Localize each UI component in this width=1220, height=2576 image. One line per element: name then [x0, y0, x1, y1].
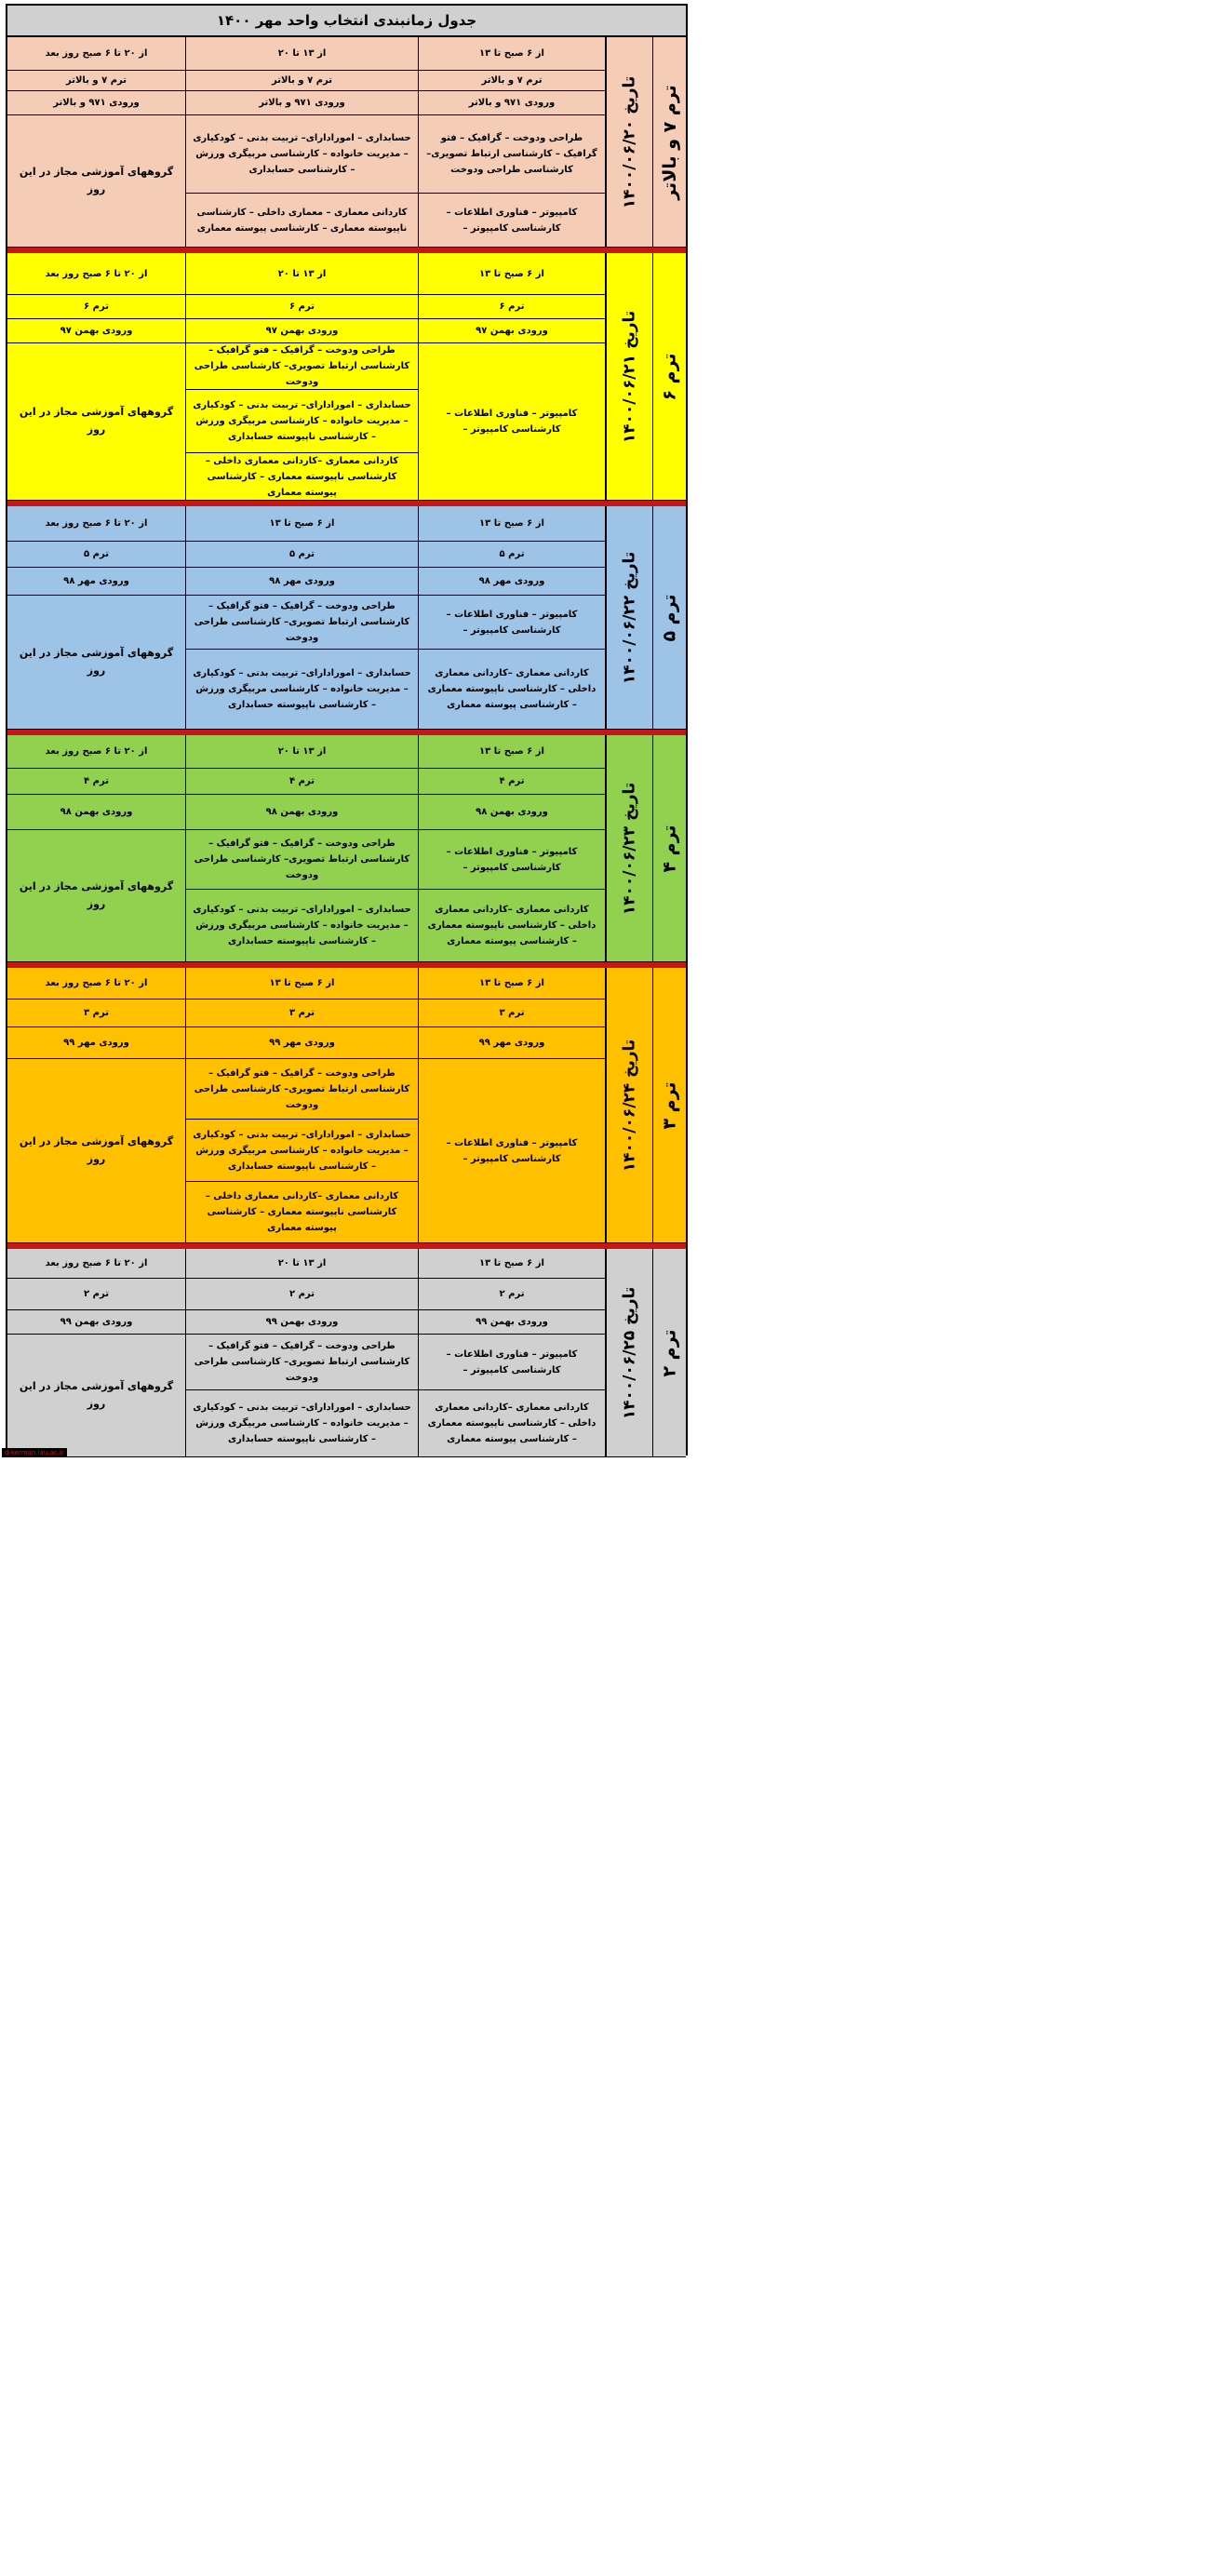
term-cell: ترم ۳: [186, 1000, 419, 1027]
date-label-cell: [606, 37, 652, 248]
group-cell: طراحی ودوخت – گرافیک – فتو گرافیک – کارشناسی ارتباط تصویری– کارشناسی طراحی ودوخت: [186, 1059, 419, 1120]
entry-cell: ورودی بهمن ۹۸: [186, 795, 419, 830]
group-cell: کامپیوتر – فناوری اطلاعات – کارشناسی کامپیوتر –: [419, 194, 606, 248]
term-label: ترم ۶: [659, 352, 680, 401]
entry-cell: ورودی بهمن ۹۸: [7, 795, 186, 830]
time-slot-cell: از ۶ صبح تا ۱۳: [419, 1249, 606, 1279]
time-slot-cell: از ۶ صبح تا ۱۳: [419, 735, 606, 769]
term-label: ترم ۵: [659, 593, 680, 642]
group-cell: کاردانی معماری –کاردانی معماری داخلی – کارشناسی ناپیوسته معماری – کارشناسی پیوسته معماری: [419, 1390, 606, 1457]
term-cell: ترم ۳: [419, 1000, 606, 1027]
group-cell: حسابداری – امورادارای– تربیت بدنی – کودکیاری – مدیریت خانواده – کارشناسی مربیگری ورزش – کارشناسی ناپیوسته حسابداری: [186, 1390, 419, 1457]
footer-logo: d-kerman.iau.ac.ir: [2, 1448, 67, 1457]
term-cell: ترم ۵: [7, 542, 186, 568]
time-slot-cell: از ۶ صبح تا ۱۳: [419, 968, 606, 1000]
entry-cell: ورودی مهر ۹۹: [7, 1027, 186, 1059]
allowed-groups-label: گروههای آموزشی مجاز در این روز: [7, 830, 186, 962]
time-slot-cell: از ۱۳ تا ۲۰: [186, 1249, 419, 1279]
date-label: تاریخ ۱۴۰۰/۰۶/۲۵: [620, 1286, 639, 1419]
term-section: [7, 37, 686, 248]
time-slot-cell: از ۶ صبح تا ۱۳: [186, 506, 419, 542]
entry-cell: ورودی ۹۷۱ و بالاتر: [419, 91, 606, 115]
group-cell: طراحی ودوخت – گرافیک – فتو گرافیک – کارشناسی ارتباط تصویری– کارشناسی طراحی ودوخت: [186, 343, 419, 390]
group-cell: طراحی ودوخت – گرافیک – فتو گرافیک – کارشناسی ارتباط تصویری– کارشناسی طراحی ودوخت: [186, 1335, 419, 1390]
term-cell: ترم ۲: [7, 1279, 186, 1310]
term-cell: ترم ۲: [186, 1279, 419, 1310]
entry-cell: ورودی مهر ۹۹: [419, 1027, 606, 1059]
allowed-groups-label: گروههای آموزشی مجاز در این روز: [7, 596, 186, 730]
date-label: تاریخ ۱۴۰۰/۰۶/۲۱: [620, 310, 639, 443]
entry-cell: ورودی بهمن ۹۷: [7, 319, 186, 343]
entry-cell: ورودی بهمن ۹۹: [419, 1310, 606, 1335]
term-label: ترم ۷ و بالاتر: [659, 84, 680, 200]
page-title: جدول زمانبندی انتخاب واحد مهر ۱۴۰۰: [7, 6, 686, 37]
group-cell: کامپیوتر – فناوری اطلاعات – کارشناسی کامپیوتر –: [419, 343, 606, 501]
group-cell: طراحی ودوخت – گرافیک – فتو گرافیک – کارشناسی ارتباط تصویری– کارشناسی طراحی ودوخت: [186, 830, 419, 890]
term-cell: ترم ۵: [419, 542, 606, 568]
entry-cell: ورودی بهمن ۹۹: [7, 1310, 186, 1335]
term-section: [7, 253, 686, 501]
group-cell: حسابداری – امورادارای– تربیت بدنی – کودکیاری – مدیریت خانواده – کارشناسی مربیگری ورزش – کارشناسی ناپیوسته حسابداری: [186, 650, 419, 730]
entry-cell: ورودی مهر ۹۹: [186, 1027, 419, 1059]
entry-cell: ورودی مهر ۹۸: [419, 568, 606, 596]
term-section: [7, 968, 686, 1243]
time-slot-cell: از ۱۳ تا ۲۰: [186, 37, 419, 71]
time-slot-cell: از ۶ صبح تا ۱۳: [419, 253, 606, 295]
time-slot-cell: از ۲۰ تا ۶ صبح روز بعد: [7, 37, 186, 71]
term-label-cell: [652, 1249, 686, 1457]
term-cell: ترم ۵: [186, 542, 419, 568]
term-cell: ترم ۶: [186, 295, 419, 319]
term-cell: ترم ۷ و بالاتر: [186, 71, 419, 91]
group-cell: حسابداری – امورادارای– تربیت بدنی – کودکیاری – مدیریت خانواده – کارشناسی مربیگری ورزش – کارشناسی ناپیوسته حسابداری: [186, 890, 419, 962]
entry-cell: ورودی بهمن ۹۹: [186, 1310, 419, 1335]
group-cell: حسابداری – امورادارای– تربیت بدنی – کودکیاری – مدیریت خانواده – کارشناسی مربیگری ورزش – کارشناسی حسابداری: [186, 115, 419, 194]
time-slot-cell: از ۲۰ تا ۶ صبح روز بعد: [7, 968, 186, 1000]
group-cell: طراحی ودوخت – گرافیک – فتو گرافیک – کارشناسی ارتباط تصویری– کارشناسی طراحی ودوخت: [186, 596, 419, 650]
time-slot-cell: از ۶ صبح تا ۱۳: [419, 506, 606, 542]
term-cell: ترم ۶: [7, 295, 186, 319]
time-slot-cell: از ۱۳ تا ۲۰: [186, 253, 419, 295]
term-cell: ترم ۷ و بالاتر: [7, 71, 186, 91]
term-label: ترم ۴: [659, 824, 680, 873]
term-label-cell: [652, 506, 686, 730]
date-label: تاریخ ۱۴۰۰/۰۶/۲۰: [620, 75, 639, 208]
date-label: تاریخ ۱۴۰۰/۰۶/۲۴: [620, 1039, 639, 1172]
time-slot-cell: از ۲۰ تا ۶ صبح روز بعد: [7, 506, 186, 542]
time-slot-cell: از ۲۰ تا ۶ صبح روز بعد: [7, 1249, 186, 1279]
term-label-cell: [652, 253, 686, 501]
entry-cell: ورودی مهر ۹۸: [7, 568, 186, 596]
schedule-table: [6, 4, 688, 1456]
group-cell: کاردانی معماری –کاردانی معماری داخلی – کارشناسی ناپیوسته معماری – کارشناسی پیوسته معماری: [419, 890, 606, 962]
term-cell: ترم ۶: [419, 295, 606, 319]
date-label-cell: [606, 506, 652, 730]
term-cell: ترم ۴: [186, 769, 419, 795]
allowed-groups-label: گروههای آموزشی مجاز در این روز: [7, 115, 186, 248]
time-slot-cell: از ۲۰ تا ۶ صبح روز بعد: [7, 735, 186, 769]
term-label-cell: [652, 37, 686, 248]
term-label-cell: [652, 968, 686, 1243]
group-cell: کاردانی معماری – معماری داخلی – کارشناسی ناپیوسته معماری – کارشناسی پیوسته معماری: [186, 194, 419, 248]
group-cell: حسابداری – امورادارای– تربیت بدنی – کودکیاری – مدیریت خانواده – کارشناسی مربیگری ورزش – کارشناسی ناپیوسته حسابداری: [186, 1120, 419, 1182]
group-cell: کاردانی معماری –کاردانی معماری داخلی – کارشناسی ناپیوسته معماری – کارشناسی پیوسته معماری: [419, 650, 606, 730]
group-cell: کامپیوتر – فناوری اطلاعات – کارشناسی کامپیوتر –: [419, 1335, 606, 1390]
date-label-cell: [606, 1249, 652, 1457]
date-label: تاریخ ۱۴۰۰/۰۶/۲۲: [620, 551, 639, 684]
date-label-cell: [606, 968, 652, 1243]
date-label-cell: [606, 735, 652, 962]
time-slot-cell: از ۲۰ تا ۶ صبح روز بعد: [7, 253, 186, 295]
group-cell: طراحی ودوخت – گرافیک – فتو گرافیک – کارشناسی ارتباط تصویری– کارشناسی طراحی ودوخت: [419, 115, 606, 194]
term-label-cell: [652, 735, 686, 962]
term-cell: ترم ۴: [419, 769, 606, 795]
entry-cell: ورودی ۹۷۱ و بالاتر: [186, 91, 419, 115]
term-section: [7, 735, 686, 962]
group-cell: کامپیوتر – فناوری اطلاعات – کارشناسی کامپیوتر –: [419, 1059, 606, 1243]
allowed-groups-label: گروههای آموزشی مجاز در این روز: [7, 343, 186, 501]
term-cell: ترم ۲: [419, 1279, 606, 1310]
term-section: [7, 1249, 686, 1457]
allowed-groups-label: گروههای آموزشی مجاز در این روز: [7, 1059, 186, 1243]
time-slot-cell: از ۶ صبح تا ۱۳: [186, 968, 419, 1000]
entry-cell: ورودی بهمن ۹۸: [419, 795, 606, 830]
time-slot-cell: از ۶ صبح تا ۱۳: [419, 37, 606, 71]
date-label-cell: [606, 253, 652, 501]
allowed-groups-label: گروههای آموزشی مجاز در این روز: [7, 1335, 186, 1457]
group-cell: کامپیوتر – فناوری اطلاعات – کارشناسی کامپیوتر –: [419, 830, 606, 890]
entry-cell: ورودی بهمن ۹۷: [419, 319, 606, 343]
term-cell: ترم ۴: [7, 769, 186, 795]
entry-cell: ورودی بهمن ۹۷: [186, 319, 419, 343]
group-cell: کاردانی معماری –کاردانی معماری داخلی – کارشناسی ناپیوسته معماری – کارشناسی پیوسته معماری: [186, 453, 419, 501]
date-label: تاریخ ۱۴۰۰/۰۶/۲۳: [620, 782, 639, 915]
term-section: [7, 506, 686, 730]
time-slot-cell: از ۱۳ تا ۲۰: [186, 735, 419, 769]
term-cell: ترم ۷ و بالاتر: [419, 71, 606, 91]
entry-cell: ورودی ۹۷۱ و بالاتر: [7, 91, 186, 115]
group-cell: کامپیوتر – فناوری اطلاعات – کارشناسی کامپیوتر –: [419, 596, 606, 650]
term-label: ترم ۳: [659, 1080, 680, 1130]
group-cell: حسابداری – امورادارای– تربیت بدنی – کودکیاری – مدیریت خانواده – کارشناسی مربیگری ورزش – کارشناسی ناپیوسته حسابداری: [186, 390, 419, 453]
term-cell: ترم ۳: [7, 1000, 186, 1027]
entry-cell: ورودی مهر ۹۸: [186, 568, 419, 596]
group-cell: کاردانی معماری –کاردانی معماری داخلی – کارشناسی ناپیوسته معماری – کارشناسی پیوسته معماری: [186, 1182, 419, 1243]
term-label: ترم ۲: [659, 1328, 680, 1377]
